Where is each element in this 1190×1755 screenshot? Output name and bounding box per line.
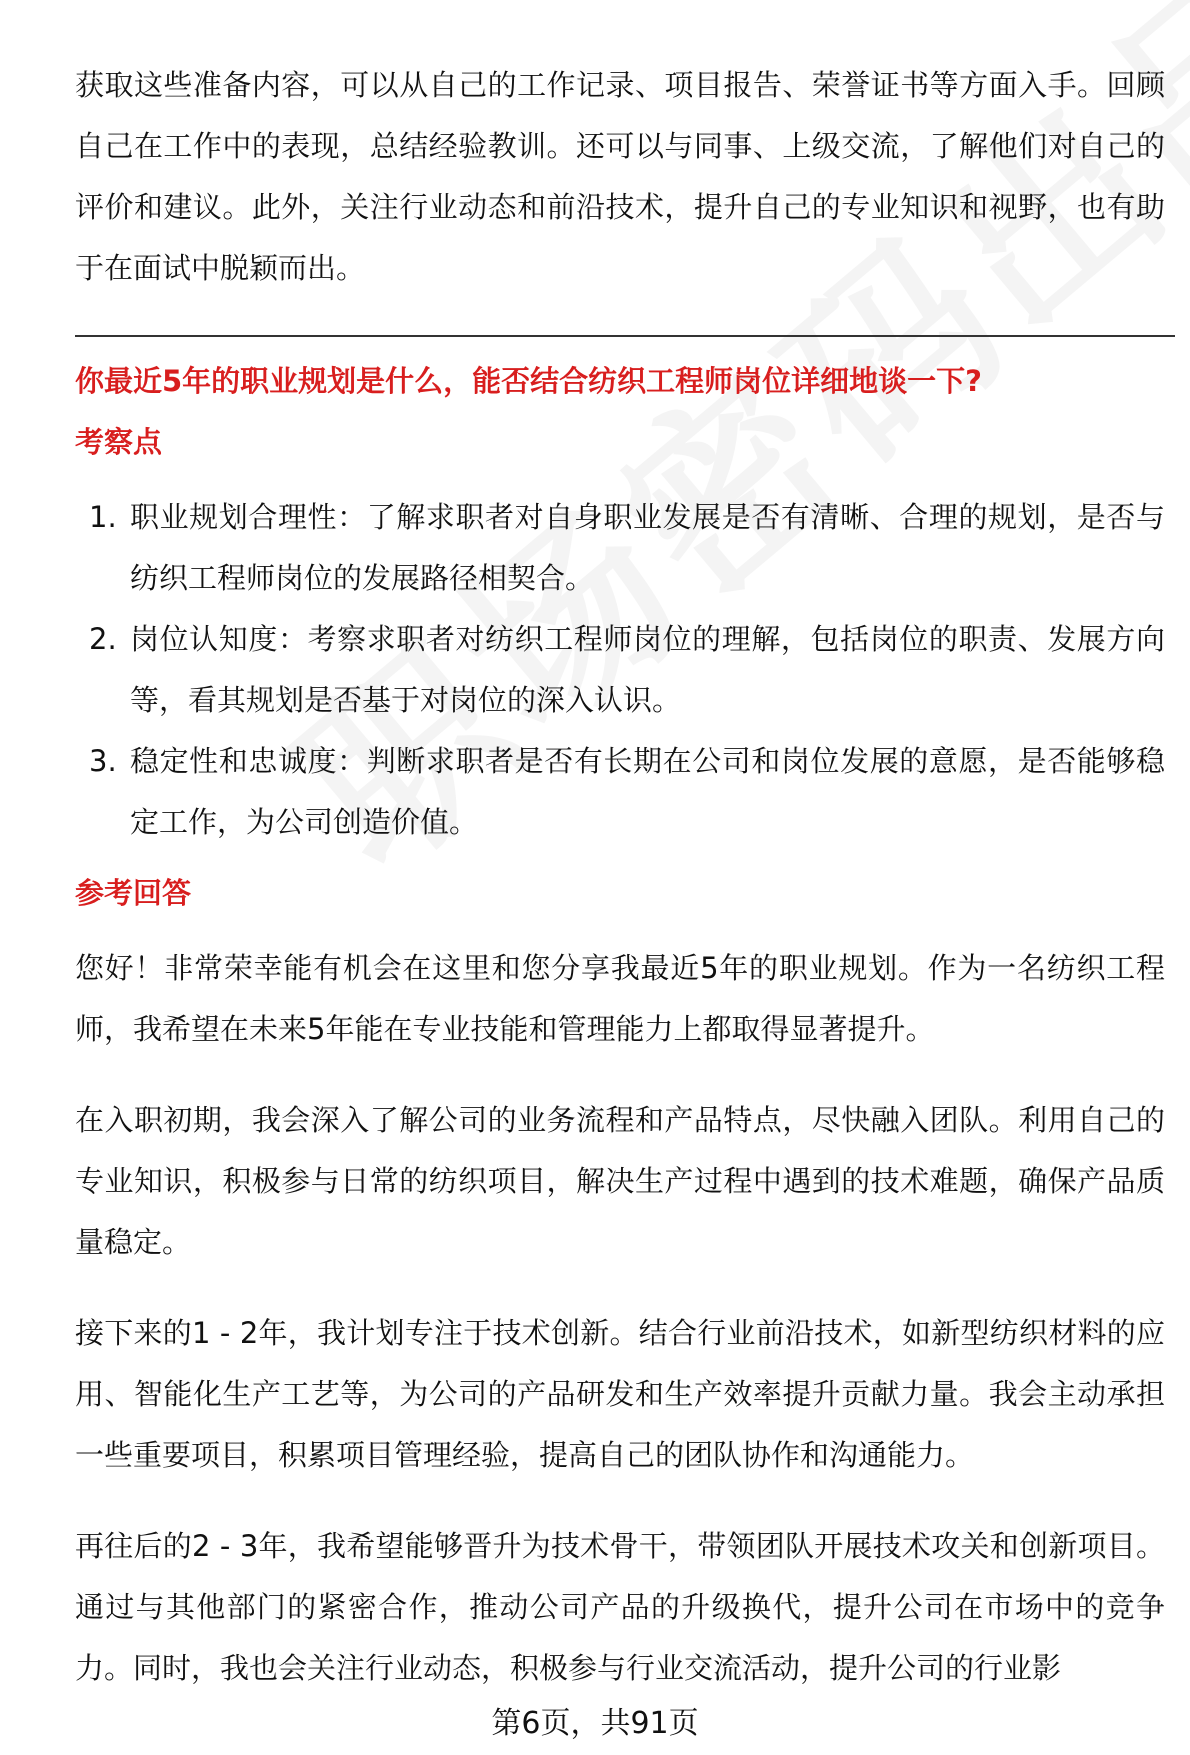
section-divider (75, 335, 1175, 337)
answer-paragraph: 在入职初期，我会深入了解公司的业务流程和产品特点，尽快融入团队。利用自己的专业知识，积极参与日常的纺织项目，解决生产过程中遇到的技术难题，确保产品质量稳定。 (75, 1103, 1165, 1259)
intro-paragraph: 获取这些准备内容，可以从自己的工作记录、项目报告、荣誉证书等方面入手。回顾自己在工作中的表现，总结经验教训。还可以与同事、上级交流，了解他们对自己的评价和建议。此外，关注行业动态和前沿技术，提升自己的专业知识和视野，也有助于在面试中脱颖而出。 (75, 68, 1165, 285)
list-item-number: 2. (89, 622, 117, 656)
answer-heading: 参考回答 (75, 876, 192, 910)
list-item-number: 3. (89, 744, 117, 778)
answer-paragraph: 再往后的2 - 3年，我希望能够晋升为技术骨干，带领团队开展技术攻关和创新项目。通过与其他部门的紧密合作，推动公司产品的升级换代，提升公司在市场中的竞争力。同时，我也会关注行业动态，积极参与行业交流活动，提升公司的行业影 (75, 1529, 1165, 1685)
question-heading: 你最近5年的职业规划是什么，能否结合纺织工程师岗位详细地谈一下? (75, 364, 983, 398)
list-item (75, 609, 1165, 731)
page-content (75, 55, 1165, 1699)
list-item-number: 1. (89, 500, 117, 534)
list-item-text: 岗位认知度：考察求职者对纺织工程师岗位的理解，包括岗位的职责、发展方向等，看其规划是否基于对岗位的深入认识。 (130, 622, 1165, 717)
answer-paragraph: 接下来的1 - 2年，我计划专注于技术创新。结合行业前沿技术，如新型纺织材料的应用、智能化生产工艺等，为公司的产品研发和生产效率提升贡献力量。我会主动承担一些重要项目，积累项目管理经验，提高自己的团队协作和沟通能力。 (75, 1316, 1165, 1472)
page-number: 第6页，共91页 (491, 1706, 699, 1741)
assessment-heading: 考察点 (75, 425, 163, 459)
answer-paragraph: 您好！非常荣幸能有机会在这里和您分享我最近5年的职业规划。作为一名纺织工程师，我希望在未来5年能在专业技能和管理能力上都取得显著提升。 (75, 951, 1165, 1046)
list-item-text: 稳定性和忠诚度：判断求职者是否有长期在公司和岗位发展的意愿，是否能够稳定工作，为公司创造价值。 (130, 744, 1165, 839)
assessment-points-list (75, 487, 1165, 853)
list-item (75, 487, 1165, 609)
list-item-text: 职业规划合理性：了解求职者对自身职业发展是否有清晰、合理的规划，是否与纺织工程师岗位的发展路径相契合。 (130, 500, 1165, 595)
list-item (75, 731, 1165, 853)
